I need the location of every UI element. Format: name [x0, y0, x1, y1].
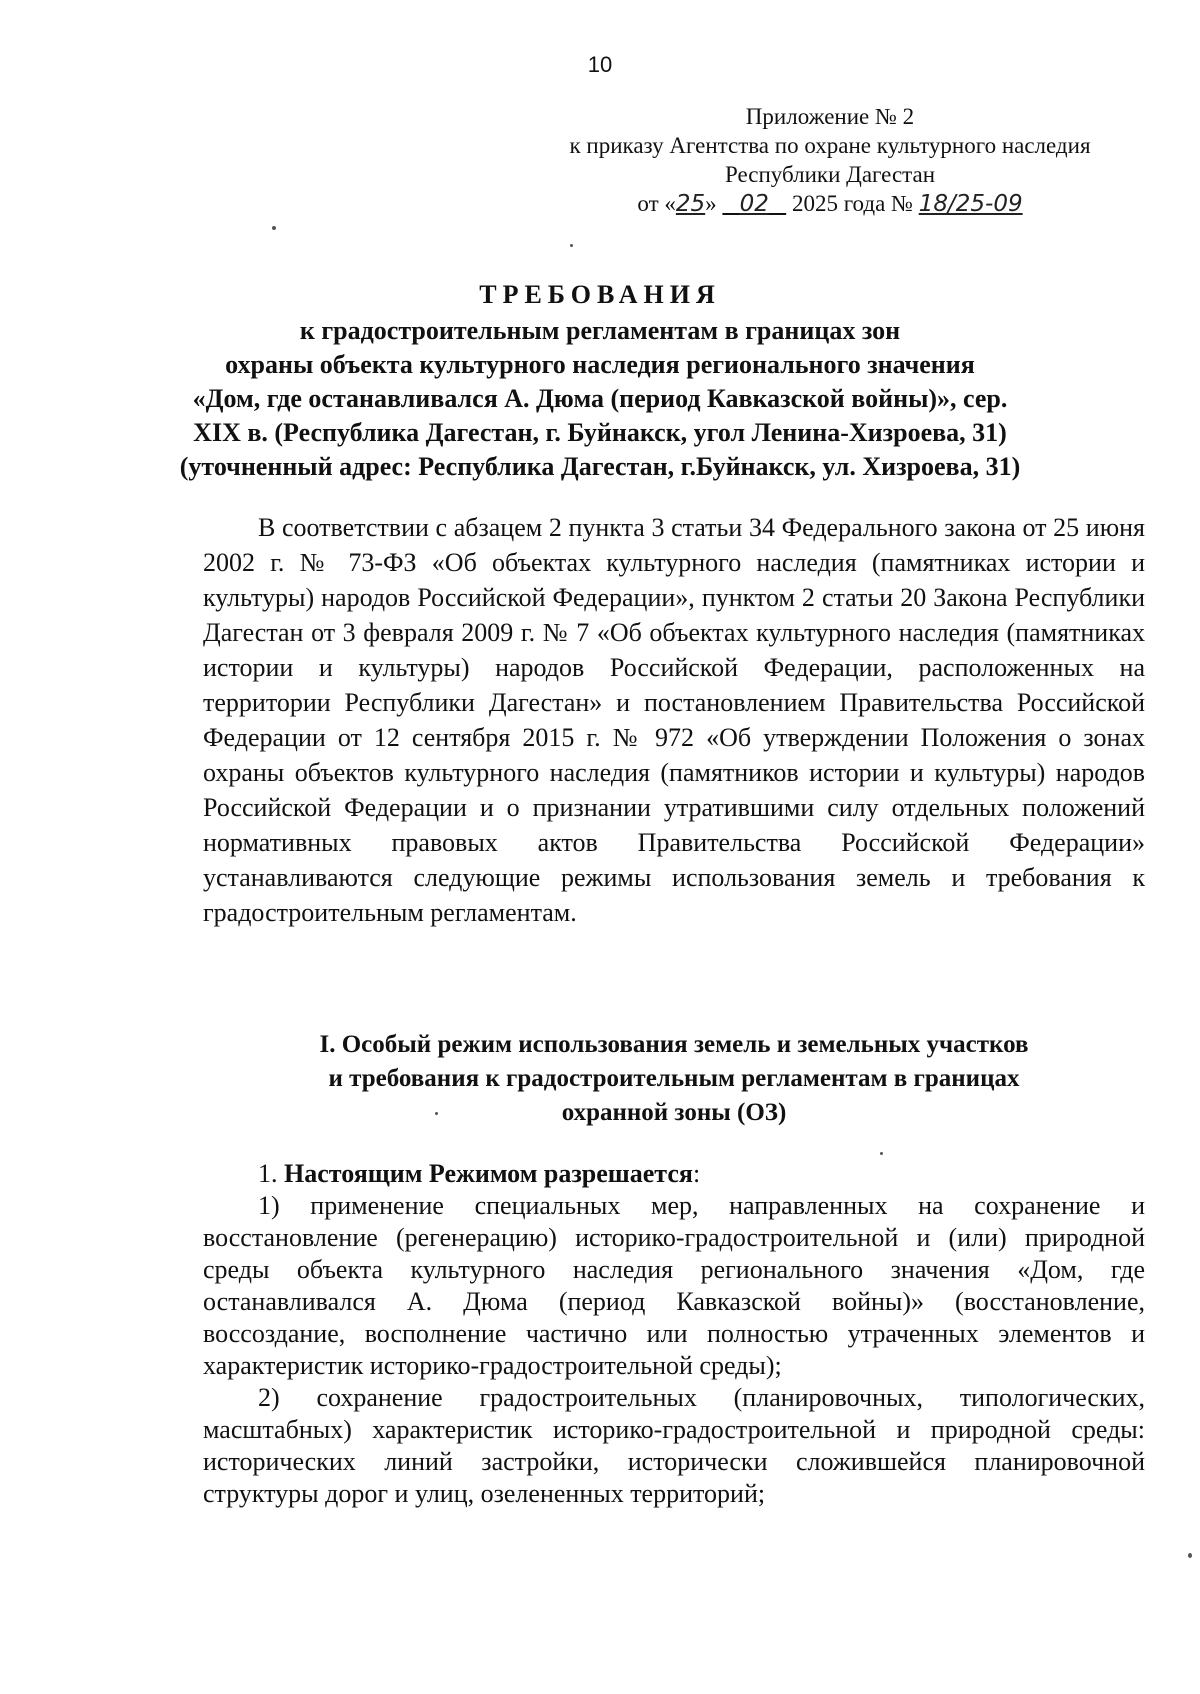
title-line-5: (уточненный адрес: Республика Дагестан, г.Буйнакск, ул. Хизроева, 31): [179, 452, 1021, 481]
title-line-1: к градостроительным регламентам в границах зон: [299, 316, 901, 345]
section-1-title: [203, 1028, 1145, 1130]
document-title: [150, 278, 1050, 484]
scan-speck: [272, 226, 276, 230]
date-month: 02: [739, 191, 769, 217]
subitem-list: [203, 1190, 1145, 1510]
title-word: ТРЕБОВАНИЯ: [479, 280, 721, 309]
title-line-2: охраны объекта культурного наследия регионального значения: [225, 350, 975, 379]
scan-speck: [570, 244, 573, 247]
item-1-heading: [258, 1158, 700, 1190]
title-line-3: «Дом, где останавливался А. Дюма (период Кавказской войны)», сер.: [192, 384, 1008, 413]
date-month-underline: [722, 189, 786, 219]
subitem-1: 1) применение специальных мер, направленных на сохранение и восстановление (регенерацию) историко-градостроительной и (или) природной среды объекта культурного наследия регионального значения «Дом, где останавливался А. Дюма (период Кавказской войны)» (восстановление, воссоздание, восполнение частично или полностью утраченных элементов и характеристик историко-градостроительной среды);: [203, 1191, 1145, 1380]
intro-paragraph: В соответствии с абзацем 2 пункта 3 статьи 34 Федерального закона от 25 июня 2002 г. № 73-ФЗ «Об объектах культурного наследия (памятниках истории и культуры) народов Российской Федерации», пунктом 2 статьи 20 Закона Республики Дагестан от 3 февраля 2009 г. № 7 «Об объектах культурного наследия (памятниках истории и культуры) народов Российской Федерации, расположенных на территории Республики Дагестан» и постановлением Правительства Российской Федерации от 12 сентября 2015 г. № 972 «Об утверждении Положения о зонах охраны объектов культурного наследия (памятников истории и культуры) народов Российской Федерации и о признании утратившими силу отдельных положений нормативных правовых актов Правительства Российской Федерации» устанавливаются следующие режимы использования земель и требования к градостроительным регламентам.: [203, 513, 1145, 927]
order-number: 18/25-09: [918, 191, 1023, 217]
date-year-text: 2025 года №: [791, 191, 913, 216]
appendix-title: Приложение № 2: [745, 104, 915, 129]
item-1-colon: :: [693, 1159, 701, 1188]
appendix-date-line: от «25» 02 2025 года № 18/25-09: [637, 191, 1023, 217]
scan-speck: [1188, 1553, 1192, 1558]
date-prefix: от «: [637, 191, 676, 216]
title-line-4: XIX в. (Республика Дагестан, г. Буйнакск, угол Ленина-Хизроева, 31): [193, 418, 1007, 447]
section-1-title-line-1: I. Особый режим использования земель и земельных участков: [319, 1031, 1029, 1058]
appendix-order-ref: к приказу Агентства по охране культурного наследия: [569, 133, 1091, 158]
section-1-title-line-2: и требования к градостроительным регламентам в границах: [328, 1065, 1020, 1092]
page-number: 10: [587, 52, 613, 77]
appendix-region: Республики Дагестан: [725, 162, 935, 187]
section-1-title-line-3: охранной зоны (ОЗ): [561, 1099, 787, 1126]
date-day: 25: [675, 191, 706, 217]
scan-speck: [880, 1152, 883, 1155]
appendix-header: [520, 102, 1140, 219]
subitem-2: 2) сохранение градостроительных (планировочных, типологических, масштабных) характеристик историко-градостроительной и природной среды: исторических линий застройки, исторически сложившейся планировочной структуры дорог и улиц, озелененных территорий;: [203, 1383, 1145, 1508]
item-1-number: 1.: [258, 1159, 284, 1188]
item-1-label: Настоящим Режимом разрешается: [284, 1159, 693, 1188]
scan-speck: [435, 1112, 438, 1115]
